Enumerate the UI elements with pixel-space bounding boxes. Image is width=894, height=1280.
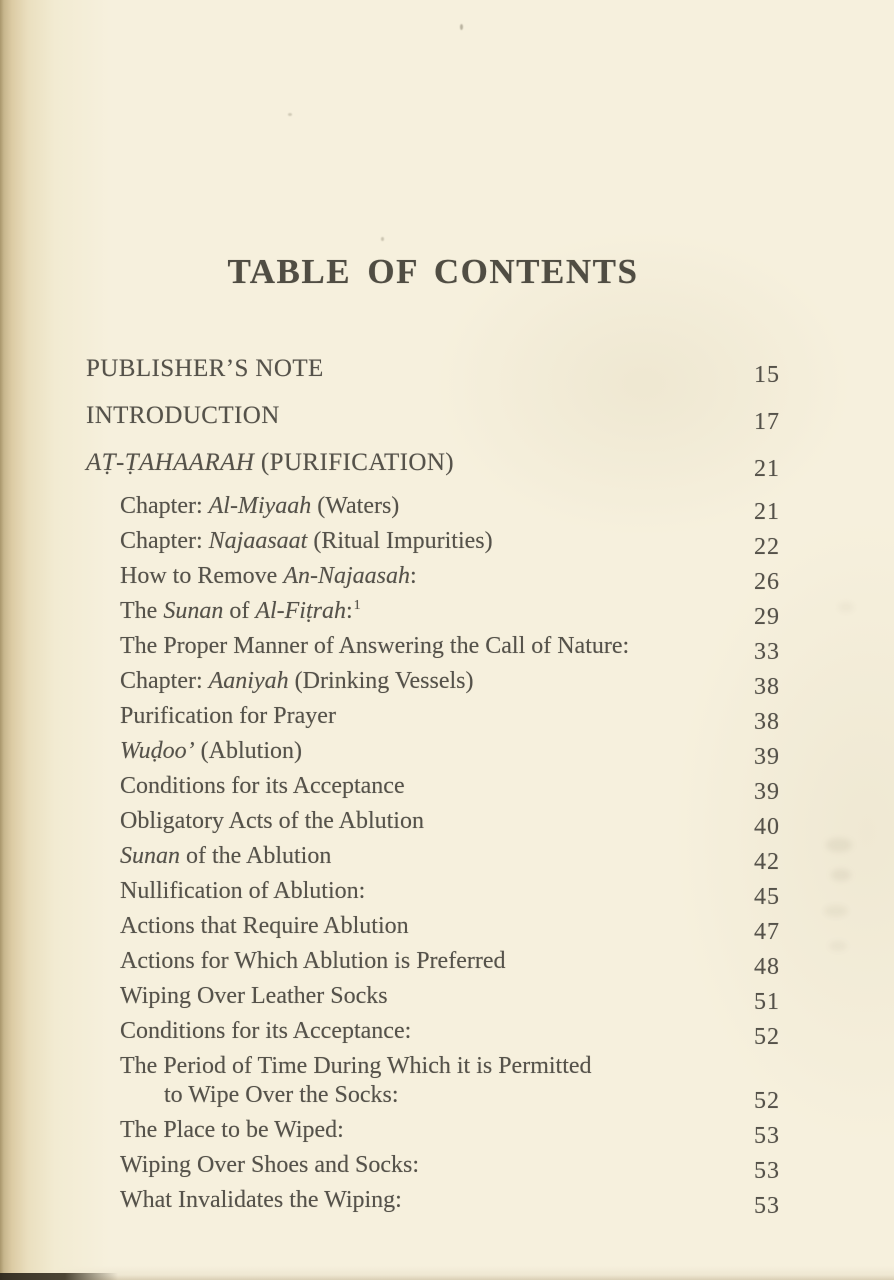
toc-entry-text: : [345, 598, 353, 624]
toc-entry-page-number: 52 [754, 1088, 780, 1114]
toc-entry-text: Purification for Prayer [120, 703, 336, 729]
toc-entry-label [120, 526, 728, 556]
scan-speck [460, 24, 463, 30]
toc-entry-page-number: 22 [754, 534, 780, 560]
toc-entry-page-number: 47 [754, 919, 780, 945]
toc-entry-page-number: 33 [754, 639, 780, 665]
toc-entry [86, 981, 780, 1015]
toc-entry-label [120, 1016, 728, 1046]
scan-smudge [826, 838, 852, 852]
toc-entry [86, 876, 780, 910]
toc-entry-label [86, 448, 728, 478]
toc-entry-text: Chapter: [120, 668, 209, 694]
toc-entry-text: The Proper Manner of Answering the Call of Nature: [120, 633, 630, 659]
toc-entry-text: Conditions for its Acceptance: [120, 1018, 412, 1044]
toc-entry-text: to Wipe Over the Socks: [164, 1082, 399, 1108]
toc-entry [86, 401, 780, 435]
toc-entry [86, 701, 780, 735]
toc-entry-page-number: 42 [754, 849, 780, 875]
toc-entry-text: Aaniyah [208, 668, 289, 694]
toc-entry-label [120, 1150, 728, 1180]
toc-entry-page-number: 21 [754, 499, 780, 525]
toc-entry-text: (Drinking Vessels) [288, 668, 474, 694]
toc-entry [86, 631, 780, 665]
toc-entry-text: Chapter: [120, 528, 209, 554]
toc-entry-label [120, 491, 728, 521]
toc-entry-page-number: 15 [754, 362, 780, 388]
toc-entry-page-number: 45 [754, 884, 780, 910]
toc-entry-page-number: 40 [754, 814, 780, 840]
toc-entry-page-number: 53 [754, 1158, 780, 1184]
toc-entry-text: An-Najaasah [283, 563, 410, 589]
toc-entry-text: What Invalidates the Wiping: [120, 1187, 402, 1213]
toc-entry-page-number: 39 [754, 744, 780, 770]
toc-entry [86, 771, 780, 805]
toc-entry [86, 806, 780, 840]
toc-entry-text: 1 [353, 598, 361, 613]
toc-entry-text: Obligatory Acts of the Ablution [120, 808, 424, 834]
toc-entry-page-number: 38 [754, 674, 780, 700]
toc-entry-page-number: 51 [754, 989, 780, 1015]
toc-entry-label [120, 771, 728, 801]
scan-smudge [829, 941, 847, 951]
toc-entry-label [120, 946, 728, 976]
toc-entry [86, 1115, 780, 1149]
toc-entry [86, 1016, 780, 1050]
toc-entry-label [120, 736, 728, 766]
toc-entry [86, 448, 780, 482]
toc-entry-label [120, 876, 728, 906]
toc-entry-text: How to Remove [120, 563, 284, 589]
toc-entry-text: Actions for Which Ablution is Preferred [120, 948, 506, 974]
toc-entry-page-number: 52 [754, 1024, 780, 1050]
toc-entry [86, 841, 780, 875]
toc-entry-label [120, 841, 728, 871]
toc-entry-text: AṬ-ṬAHAARAH [86, 449, 255, 476]
toc-entry-page-number: 53 [754, 1123, 780, 1149]
toc-entry-label [86, 354, 728, 384]
toc-entry-text: (PURIFICATION) [254, 449, 455, 476]
toc-entry-text: of [223, 598, 256, 624]
toc-entry-label [120, 1051, 728, 1110]
toc-entry-label [120, 596, 728, 626]
toc-entry-text: Chapter: [120, 493, 209, 519]
table-of-contents [86, 354, 780, 1220]
toc-entry-page-number: 38 [754, 709, 780, 735]
toc-entry-label [86, 401, 728, 431]
toc-entry [86, 1150, 780, 1184]
toc-entry [86, 911, 780, 945]
toc-entry-text: (Ritual Impurities) [307, 528, 493, 554]
scan-speck [381, 237, 384, 241]
toc-entry-text: Conditions for its Acceptance [120, 773, 405, 799]
toc-entry-page-number: 26 [754, 569, 780, 595]
toc-entry-text: Actions that Require Ablution [120, 913, 409, 939]
toc-entry [86, 666, 780, 700]
toc-entry-text: Wiping Over Shoes and Socks: [120, 1152, 420, 1178]
toc-entry-page-number: 39 [754, 779, 780, 805]
toc-entry-page-number: 48 [754, 954, 780, 980]
toc-entry [86, 354, 780, 388]
scan-speck [288, 113, 292, 116]
toc-entry-text: PUBLISHER’S NOTE [86, 355, 324, 382]
scan-smudge [824, 905, 848, 917]
toc-entry-label [120, 1115, 728, 1145]
toc-entry-text: The Period of Time During Which it is Permitted [120, 1053, 592, 1079]
toc-entry-page-number: 29 [754, 604, 780, 630]
toc-entry-text: Nullification of Ablution: [120, 878, 366, 904]
toc-entry-label [120, 666, 728, 696]
toc-entry [86, 526, 780, 560]
scan-smudge [838, 602, 854, 612]
toc-entry [86, 1185, 780, 1219]
toc-entry [86, 1051, 780, 1114]
toc-entry-text: Sunan [120, 843, 180, 869]
scan-artifact-bottom-edge [0, 1273, 118, 1280]
toc-entry-page-number: 53 [754, 1193, 780, 1219]
toc-entry-text: Wiping Over Leather Socks [120, 983, 388, 1009]
toc-entry [86, 561, 780, 595]
toc-entry [86, 736, 780, 770]
toc-entry-text: : [409, 563, 417, 589]
toc-entry-text: The Place to be Wiped: [120, 1117, 344, 1143]
toc-entry-text: Sunan [163, 598, 224, 624]
toc-entry-text: of the Ablution [180, 843, 332, 869]
toc-entry-page-number: 17 [754, 409, 780, 435]
toc-entry-text: Al-Miyaah [208, 493, 312, 519]
page-title: TABLE OF CONTENTS [227, 252, 639, 291]
toc-entry-label [120, 806, 728, 836]
toc-entry-text: (Ablution) [194, 738, 302, 764]
scan-smudge [831, 869, 851, 881]
toc-entry-text: Najaasaat [208, 528, 308, 554]
toc-entry [86, 491, 780, 525]
toc-entry-page-number: 21 [754, 456, 780, 482]
toc-entry-label [120, 561, 728, 591]
toc-entry-label [120, 981, 728, 1011]
toc-entry-text: INTRODUCTION [86, 402, 280, 429]
toc-entry [86, 946, 780, 980]
toc-entry-label [120, 631, 728, 661]
toc-entry-text: (Waters) [311, 493, 400, 519]
toc-entry-text: The [120, 598, 164, 624]
toc-entry-label [120, 1185, 728, 1215]
toc-entry-label [120, 701, 728, 731]
toc-entry-label [120, 911, 728, 941]
toc-entry-text: Al-Fiṭrah [255, 598, 346, 624]
toc-entry-text: Wuḍoo’ [120, 738, 195, 764]
toc-entry [86, 596, 780, 630]
